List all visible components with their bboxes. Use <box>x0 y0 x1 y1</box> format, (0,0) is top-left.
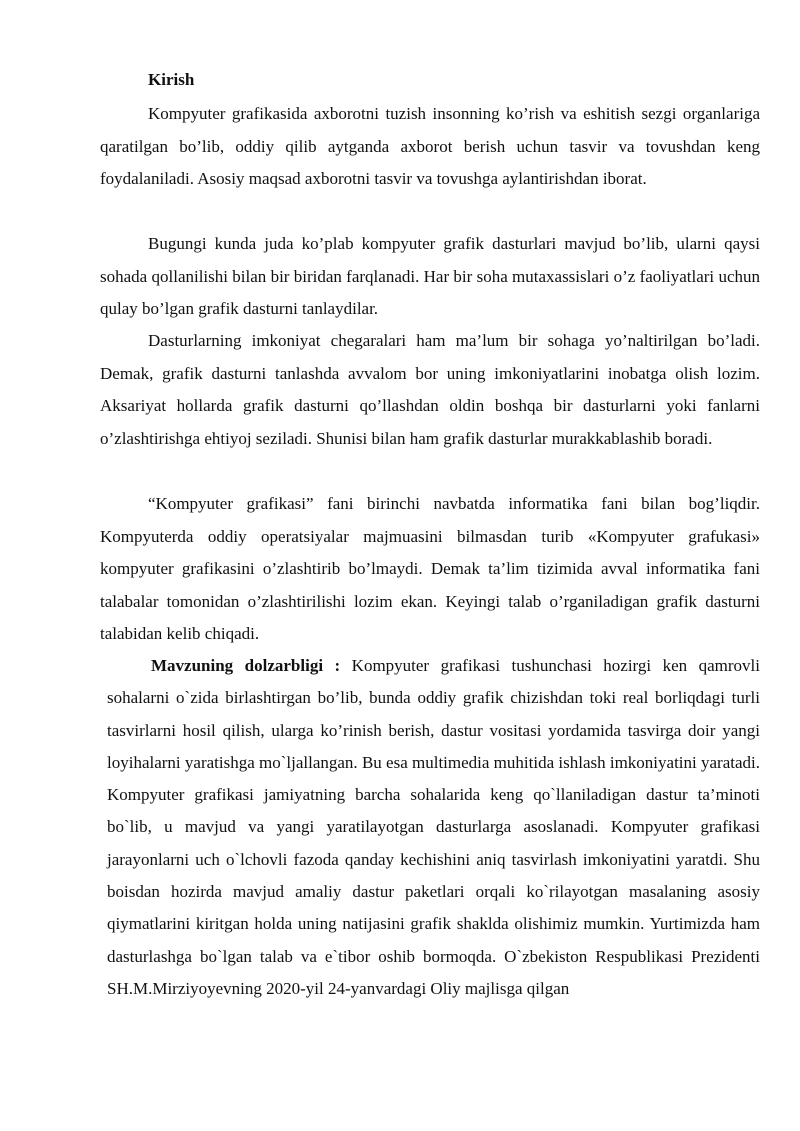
relevance-text: Kompyuter grafikasi tushunchasi hozirgi ken qamrovli sohalarni o`zida birlashtirgan bo’lib, bunda oddiy grafik chizishdan toki real borliqdagi turli tasvirlarni hosil qilish, ularga ko’rinish berish, dastur vositasi yordamida tasvirga doir yangi loyihalarni yaratishga mo`ljallangan. Bu esa multimedia muhitida ishlash imkoniyatini yaratadi. Kompyuter grafikasi jamiyatning barcha sohalarida keng qo`llaniladigan dastur ta’minoti bo`lib, u mavjud va yangi yaratilayotgan dasturlarga asoslanadi. Kompyuter grafikasi jarayonlarni uch o`lchovli fazoda qanday kechishini aniq tasvirlash imkoniyatini yaratdi. Shu boisdan hozirda mavjud amaliy dastur paketlari orqali ko`rilayotgan masalaning asosiy qiymatlarini kiritgan holda uning natijasini grafik shaklda olishimiz mumkin. Yurtimizda ham dasturlashga bo`lgan talab va e`tibor oshib bormoqda. O`zbekiston Respublikasi Prezidenti SH.M.Mirziyoyevning 2020-yil 24-yanvardagi Oliy majlisga qilgan <box>107 656 760 998</box>
paragraph-2: Bugungi kunda juda ko’plab kompyuter grafik dasturlari mavjud bo’lib, ularni qaysi sohada qollanilishi bilan bir biridan farqlanadi. Har bir soha mutaxassislari o’z faoliyatlari uchun qulay bo’lgan grafik dasturni tanlaydilar. <box>100 234 760 318</box>
paragraph-3: Dasturlarning imkoniyat chegaralari ham ma’lum bir sohaga yo’naltirilgan bo’ladi. Demak, grafik dasturni tanlashda avvalom bor uning imkoniyatlarini inobatga olish lozim. Aksariyat hollarda grafik dasturni qo’llashdan oldin boshqa bir dasturlarni yoki fanlarni o’zlashtirishga ehtiyoj seziladi. Shunisi bilan ham grafik dasturlar murakkablashib boradi. <box>100 331 760 448</box>
paragraph-1: Kompyuter grafikasida axborotni tuzish insonning ko’rish va eshitish sezgi organlariga qaratilgan bo’lib, oddiy qilib aytganda axborot berish uchun tasvir va tovushdan keng foydalaniladi. Asosiy maqsad axborotni tasvir va tovushga aylantirishdan iborat. <box>100 104 760 188</box>
section-heading: Kirish <box>148 70 195 89</box>
relevance-label: Mavzuning dolzarbligi : <box>151 656 341 675</box>
paragraph-4: “Kompyuter grafikasi” fani birinchi navbatda informatika fani bilan bog’liqdir. Kompyuterda oddiy operatsiyalar majmuasini bilmasdan turib «Kompyuter grafukasi» kompyuter grafikasini o’zlashtirib bo’lmaydi. Demak ta’lim tizimida avval informatika fani talabalar tomonidan o’zlashtirilishi lozim ekan. Keyingi talab o’rganiladigan grafik dasturni talabidan kelib chiqadi. <box>100 494 760 643</box>
relevance-paragraph <box>107 650 760 1005</box>
